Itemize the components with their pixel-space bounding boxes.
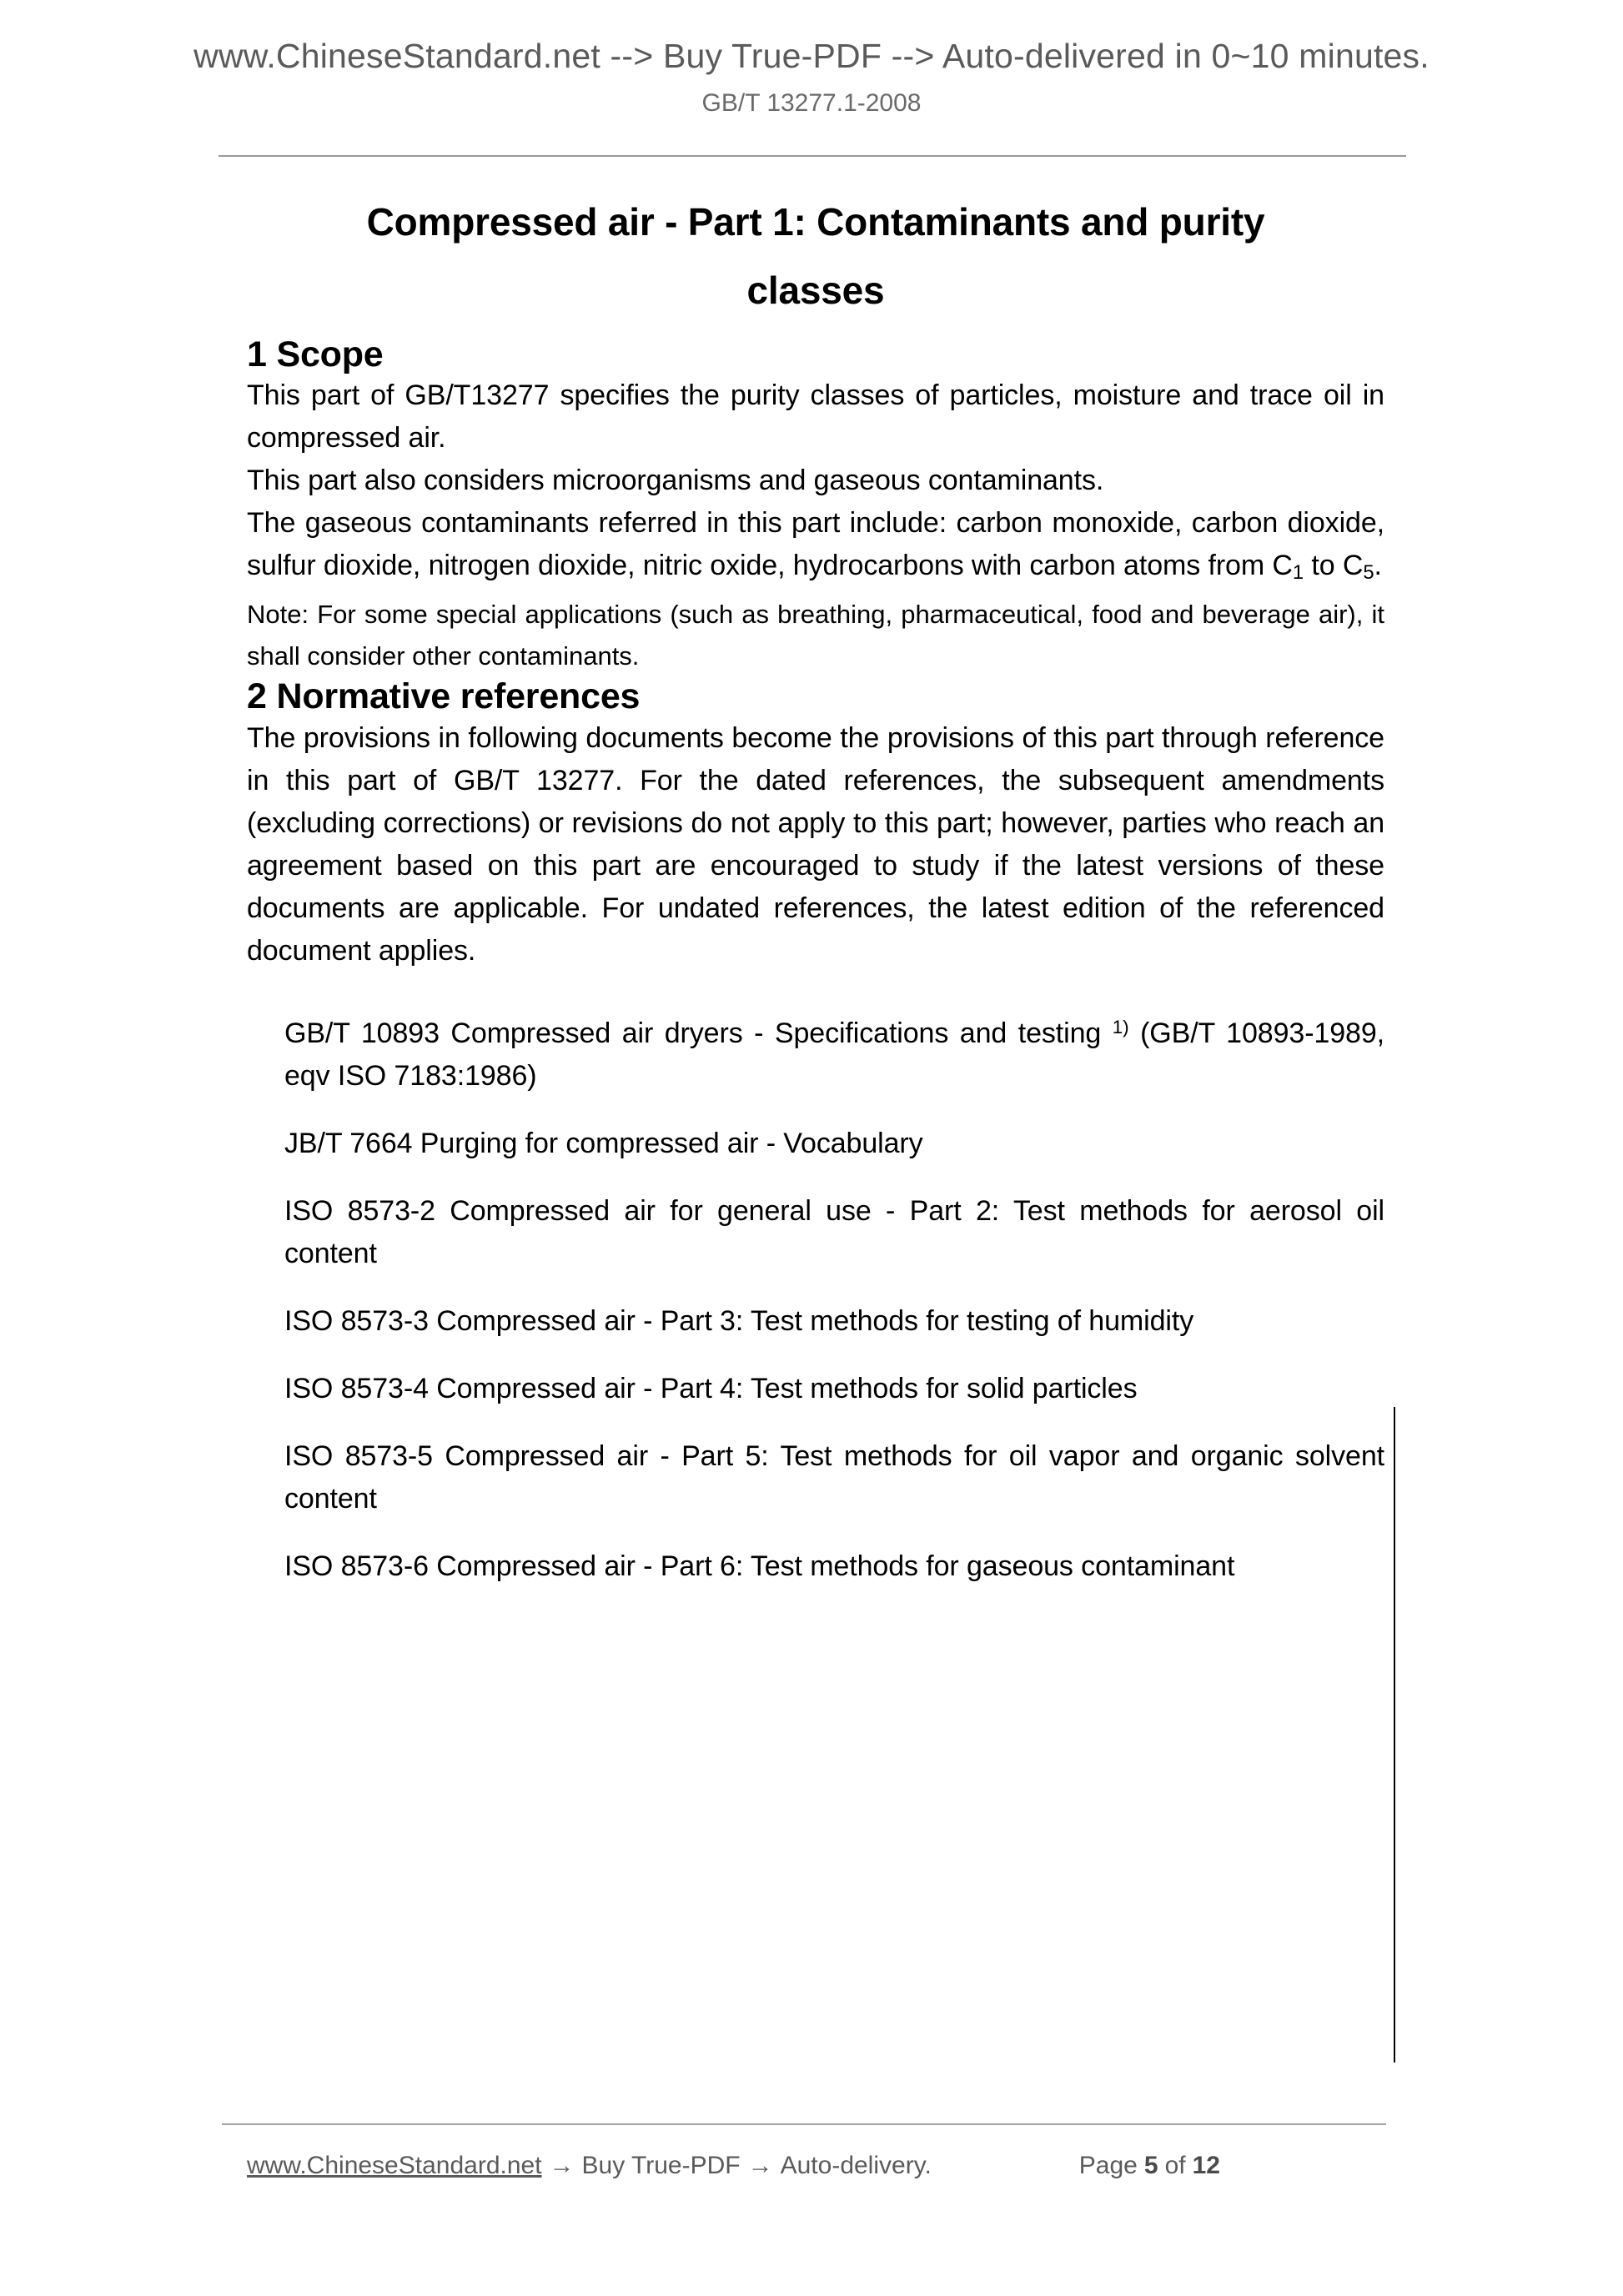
- page-title-line-2: classes: [746, 269, 885, 312]
- scope-paragraph-3-pre: The gaseous contaminants referred in this part include: carbon monoxide, carbon dioxide, sulfur dioxide, nitrogen dioxide, nitric oxide, hydrocarbons with carbon atoms from C: [247, 507, 1384, 582]
- footer-divider-rule: [222, 2123, 1386, 2125]
- footer-action-buy: Buy True-PDF: [581, 2152, 741, 2179]
- page-footer: [247, 2152, 1384, 2180]
- document-body: [247, 0, 1384, 1588]
- footnote-marker: 1): [1112, 1016, 1129, 1037]
- arrow-right-icon: →: [549, 2152, 575, 2179]
- promo-banner-text: www.ChineseStandard.net --> Buy True-PDF --> Auto-delivered in 0~10 minutes.: [193, 37, 1430, 75]
- list-item: ISO 8573-3 Compressed air - Part 3: Test methods for testing of humidity: [284, 1304, 1194, 1337]
- total-page-count: 12: [1192, 2152, 1220, 2179]
- scope-paragraph-3: [247, 502, 1384, 594]
- list-item: JB/T 7664 Purging for compressed air - Vocabulary: [284, 1127, 923, 1159]
- current-page-number: 5: [1143, 2152, 1158, 2179]
- list-item: ISO 8573-4 Compressed air - Part 4: Test methods for solid particles: [284, 1372, 1138, 1404]
- page-title: [247, 200, 1384, 312]
- reference-text-before-footnote: GB/T 10893 Compressed air dryers - Specifications and testing: [284, 1017, 1113, 1049]
- page-title-line-1: Compressed air - Part 1: Contaminants and purity: [366, 200, 1265, 244]
- scope-paragraph-3-mid: to C: [1304, 550, 1364, 582]
- list-item: [284, 1006, 1384, 1098]
- carbon-atom-subscript-min: 1: [1292, 561, 1304, 585]
- list-item: ISO 8573-2 Compressed air for general use - Part 2: Test methods for aerosol oil content: [284, 1194, 1384, 1269]
- of-label: of: [1164, 2152, 1186, 2179]
- arrow-right-icon: →: [747, 2152, 773, 2179]
- scope-paragraph-2: This part also considers microorganisms and gaseous contaminants.: [247, 465, 1104, 497]
- page-number-group: [1078, 2152, 1226, 2180]
- footer-promo-group: [247, 2152, 932, 2180]
- reference-text-after-footnote: (GB/T 10893-1989, eqv ISO 7183:1986): [284, 1017, 1384, 1092]
- normative-references-paragraph-1: The provisions in following documents become the provisions of this part through reference in this part of GB/T 13277. For the dated references, the subsequent amendments (excluding corrections) or revisions do not apply to this part; however, parties who reach an agreement based on this part are encouraged to study if the latest versions of these documents are applicable. For undated references, the latest edition of the referenced document applies.: [247, 721, 1384, 967]
- normative-reference-list: [247, 1006, 1384, 1588]
- carbon-atom-subscript-max: 5: [1363, 561, 1374, 585]
- page-label: Page: [1078, 2152, 1138, 2179]
- scope-note: Note: For some special applications (such as breathing, pharmaceutical, food and beverage air), it shall consider other contaminants.: [247, 600, 1384, 671]
- footer-action-delivery: Auto-delivery.: [780, 2152, 932, 2179]
- standard-code-label: GB/T 13277.1-2008: [701, 89, 922, 118]
- revision-change-bar: [1394, 1407, 1395, 2062]
- scope-paragraph-3-end: .: [1374, 550, 1382, 582]
- section-heading-normative-references: 2 Normative references: [247, 676, 641, 717]
- section-heading-scope: 1 Scope: [247, 334, 384, 374]
- scope-paragraph-1: This part of GB/T13277 specifies the purity classes of particles, moisture and trace oil in compressed air.: [247, 379, 1384, 455]
- footer-website-link[interactable]: www.ChineseStandard.net: [247, 2152, 542, 2179]
- list-item: ISO 8573-6 Compressed air - Part 6: Test methods for gaseous contaminant: [284, 1550, 1235, 1582]
- list-item: ISO 8573-5 Compressed air - Part 5: Test methods for oil vapor and organic solvent content: [284, 1439, 1384, 1515]
